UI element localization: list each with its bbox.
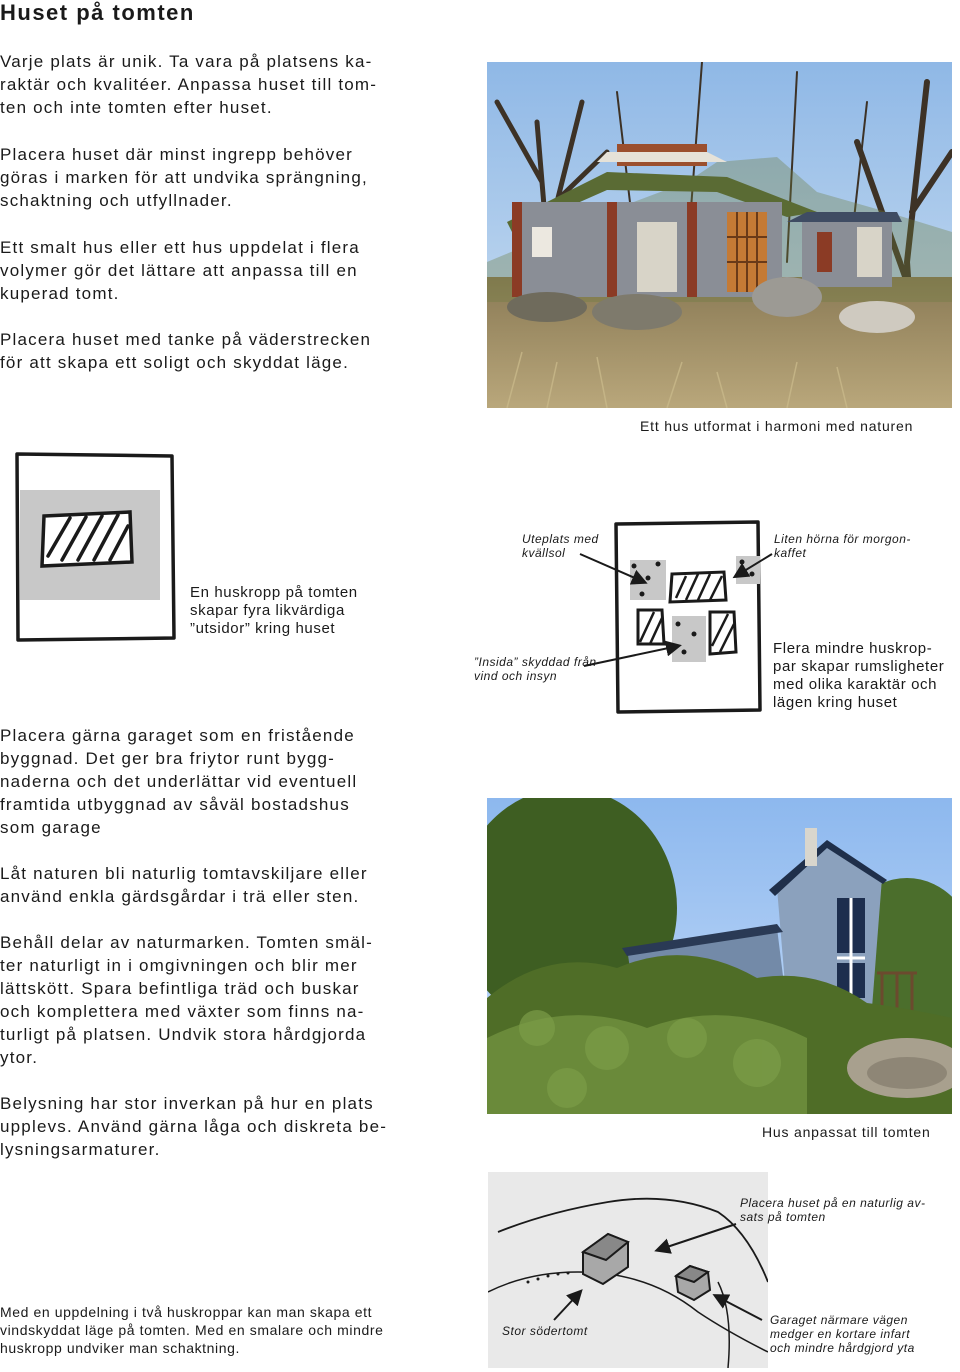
paragraph-narrow-house: Ett smalt hus eller ett hus uppdelat i flera volymer gör det lättare att anpassa till en kuperad tomt. (0, 238, 360, 303)
label-placera-huset: Placera huset på en naturlig av- sats på tomten (740, 1196, 926, 1224)
sketch-caption: Med en uppdelning i två huskroppar kan man skapa ett vindskyddat läge på tomten. Med en smalare och mindre huskropp undviker man schaktning. (0, 1304, 384, 1356)
paragraph-orientation: Placera huset med tanke på väderstrecken för att skapa ett soligt och skyddat läge. (0, 330, 372, 372)
diagram2-caption: Flera mindre huskrop- par skapar rumsligheter med olika karaktär och lägen kring huset (773, 640, 945, 711)
label-insida: ”Insida” skyddad från vind och insyn (474, 655, 597, 683)
photo1-caption: Ett hus utformat i harmoni med naturen (640, 418, 914, 434)
label-stor-sodertomt: Stor södertomt (502, 1324, 588, 1338)
paragraph-lighting: Belysning har stor inverkan på hur en plats upplevs. Använd gärna låga och diskreta be- lysningsarmaturer. (0, 1094, 388, 1159)
label-garaget: Garaget närmare vägen medger en kortare infart och mindre hårdgjord yta (770, 1313, 915, 1355)
photo-house-with-shrubs (487, 798, 952, 1114)
diagram2-arrows (560, 540, 790, 680)
label-uteplats: Uteplats med kvällsol (522, 532, 599, 560)
diagram1-caption: En huskropp på tomten skapar fyra likvärdiga ”utsidor” kring huset (190, 584, 358, 637)
paragraph-natural-ground: Behåll delar av naturmarken. Tomten smäl- ter naturligt in i omgivningen och blir mer lättskött. Spara befintliga träd och buskar och komplettera med växter som finns na- turligt på platsen. Undvik stora hårdgjorda ytor. (0, 933, 373, 1067)
photo-cabin-in-forest (487, 62, 952, 408)
label-morgonkaffe: Liten hörna för morgon- kaffet (774, 532, 911, 560)
photo2-caption: Hus anpassat till tomten (762, 1124, 931, 1140)
paragraph-minimal-intervention: Placera huset där minst ingrepp behöver göras i marken för att undvika sprängning, schaktning och utfyllnader. (0, 145, 368, 210)
page-title: Huset på tomten (0, 0, 195, 25)
diagram-single-house (12, 448, 182, 646)
paragraph-garage: Placera gärna garaget som en fristående byggnad. Det ger bra friytor runt bygg- naderna och det underlättar vid eventuell framtida utbyggnad av såväl bostadshus som garage (0, 726, 358, 837)
paragraph-unique-site: Varje plats är unik. Ta vara på platsens ka- raktär och kvalitéer. Anpassa huset till tom- ten och inte tomten efter huset. (0, 52, 378, 117)
paragraph-boundary: Låt naturen bli naturlig tomtavskiljare eller använd enkla gärdsgårdar i trä eller sten. (0, 864, 368, 906)
